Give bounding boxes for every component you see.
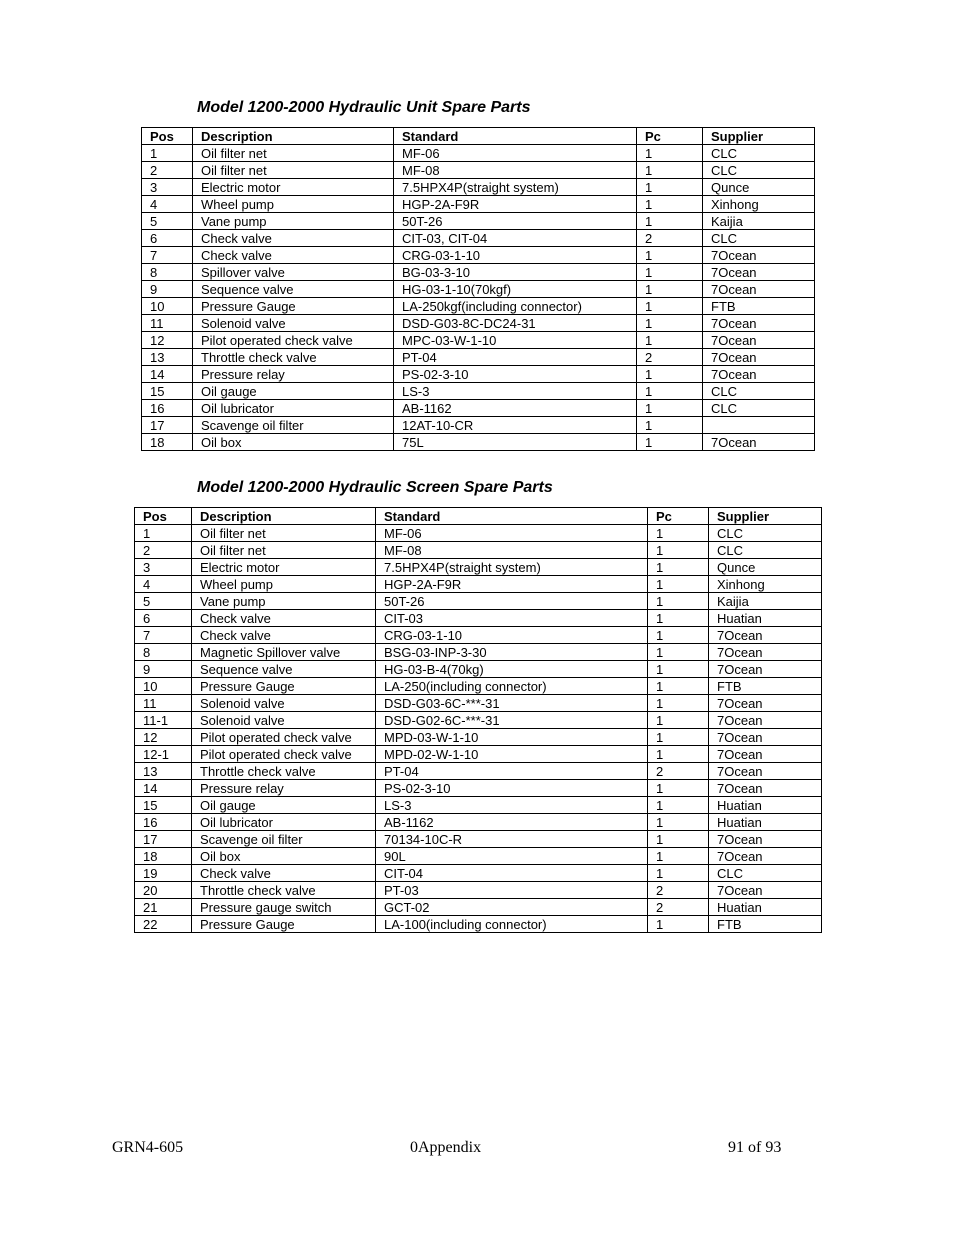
cell-description: Scavenge oil filter — [193, 417, 394, 434]
cell-supplier: Kaijia — [709, 593, 822, 610]
cell-pos: 8 — [135, 644, 192, 661]
cell-description: Pilot operated check valve — [192, 729, 376, 746]
cell-description: Throttle check valve — [192, 763, 376, 780]
cell-description: Wheel pump — [192, 576, 376, 593]
cell-pc: 1 — [648, 627, 709, 644]
cell-pc: 1 — [648, 848, 709, 865]
cell-description: Sequence valve — [193, 281, 394, 298]
cell-standard: LS-3 — [376, 797, 648, 814]
cell-pos: 3 — [142, 179, 193, 196]
table-row — [142, 349, 815, 366]
cell-description: Wheel pump — [193, 196, 394, 213]
cell-description: Vane pump — [192, 593, 376, 610]
table-row — [135, 882, 822, 899]
table-row — [142, 179, 815, 196]
hydraulic-unit-parts-table — [141, 127, 815, 451]
cell-pos: 17 — [142, 417, 193, 434]
cell-pc: 2 — [637, 349, 703, 366]
cell-standard: CRG-03-1-10 — [376, 627, 648, 644]
cell-description: Oil filter net — [192, 525, 376, 542]
cell-standard: 7.5HPX4P(straight system) — [376, 559, 648, 576]
column-header-pos: Pos — [142, 128, 193, 145]
cell-pos: 3 — [135, 559, 192, 576]
footer-page-number: 91 of 93 — [728, 1139, 782, 1156]
table-row — [135, 797, 822, 814]
cell-supplier: Xinhong — [709, 576, 822, 593]
cell-pc: 1 — [648, 661, 709, 678]
cell-pc: 1 — [637, 434, 703, 451]
cell-description: Oil filter net — [192, 542, 376, 559]
cell-description: Electric motor — [193, 179, 394, 196]
cell-supplier: Huatian — [709, 814, 822, 831]
cell-supplier: 7Ocean — [703, 332, 815, 349]
table-row — [142, 332, 815, 349]
cell-pos: 6 — [142, 230, 193, 247]
cell-description: Pilot operated check valve — [192, 746, 376, 763]
cell-description: Oil gauge — [192, 797, 376, 814]
table2-title: Model 1200-2000 Hydraulic Screen Spare Parts — [197, 479, 553, 496]
cell-pos: 11-1 — [135, 712, 192, 729]
table-row — [142, 247, 815, 264]
table-header-row — [135, 508, 822, 525]
cell-pos: 21 — [135, 899, 192, 916]
cell-supplier: Qunce — [703, 179, 815, 196]
cell-description: Solenoid valve — [192, 695, 376, 712]
table-row — [135, 593, 822, 610]
cell-description: Oil box — [193, 434, 394, 451]
table-row — [142, 213, 815, 230]
cell-supplier: Huatian — [709, 610, 822, 627]
cell-standard: HG-03-1-10(70kgf) — [394, 281, 637, 298]
cell-pos: 17 — [135, 831, 192, 848]
table-row — [135, 559, 822, 576]
footer-doc-id: GRN4-605 — [112, 1139, 184, 1156]
cell-pos: 12-1 — [135, 746, 192, 763]
cell-description: Magnetic Spillover valve — [192, 644, 376, 661]
cell-supplier: 7Ocean — [703, 315, 815, 332]
cell-pc: 1 — [648, 559, 709, 576]
cell-pc: 1 — [648, 644, 709, 661]
cell-supplier: 7Ocean — [709, 882, 822, 899]
cell-pos: 14 — [142, 366, 193, 383]
cell-supplier — [703, 417, 815, 434]
cell-supplier: 7Ocean — [703, 434, 815, 451]
cell-standard: MF-06 — [376, 525, 648, 542]
cell-supplier: CLC — [703, 230, 815, 247]
column-header-pc: Pc — [648, 508, 709, 525]
cell-supplier: Xinhong — [703, 196, 815, 213]
table-row — [135, 916, 822, 933]
cell-description: Oil filter net — [193, 145, 394, 162]
cell-pc: 2 — [648, 882, 709, 899]
cell-standard: MPC-03-W-1-10 — [394, 332, 637, 349]
cell-description: Scavenge oil filter — [192, 831, 376, 848]
cell-standard: MF-06 — [394, 145, 637, 162]
cell-pos: 22 — [135, 916, 192, 933]
cell-supplier: 7Ocean — [709, 627, 822, 644]
table-row — [135, 899, 822, 916]
cell-pc: 1 — [648, 525, 709, 542]
table-row — [142, 162, 815, 179]
cell-pos: 16 — [135, 814, 192, 831]
cell-pc: 1 — [637, 162, 703, 179]
cell-description: Pressure relay — [192, 780, 376, 797]
cell-pc: 1 — [637, 400, 703, 417]
cell-pos: 4 — [135, 576, 192, 593]
table-row — [135, 661, 822, 678]
cell-pc: 1 — [648, 542, 709, 559]
cell-standard: HG-03-B-4(70kg) — [376, 661, 648, 678]
cell-pc: 1 — [648, 712, 709, 729]
cell-description: Vane pump — [193, 213, 394, 230]
cell-pos: 13 — [142, 349, 193, 366]
cell-standard: PT-04 — [394, 349, 637, 366]
cell-pos: 1 — [135, 525, 192, 542]
cell-pc: 1 — [637, 332, 703, 349]
cell-standard: CIT-04 — [376, 865, 648, 882]
cell-description: Pressure Gauge — [193, 298, 394, 315]
cell-description: Oil gauge — [193, 383, 394, 400]
cell-description: Oil lubricator — [193, 400, 394, 417]
cell-standard: MF-08 — [376, 542, 648, 559]
cell-supplier: 7Ocean — [709, 831, 822, 848]
cell-standard: 7.5HPX4P(straight system) — [394, 179, 637, 196]
column-header-description: Description — [192, 508, 376, 525]
cell-pos: 2 — [142, 162, 193, 179]
cell-standard: GCT-02 — [376, 899, 648, 916]
cell-standard: 75L — [394, 434, 637, 451]
cell-supplier: CLC — [703, 145, 815, 162]
cell-standard: CIT-03 — [376, 610, 648, 627]
cell-pos: 15 — [135, 797, 192, 814]
table-row — [142, 298, 815, 315]
table-row — [135, 678, 822, 695]
cell-pos: 18 — [135, 848, 192, 865]
table-row — [135, 627, 822, 644]
cell-standard: LA-250(including connector) — [376, 678, 648, 695]
cell-pos: 7 — [135, 627, 192, 644]
cell-standard: DSD-G03-6C-***-31 — [376, 695, 648, 712]
cell-pos: 16 — [142, 400, 193, 417]
column-header-supplier: Supplier — [703, 128, 815, 145]
table-row — [142, 230, 815, 247]
table-row — [135, 712, 822, 729]
table-row — [142, 145, 815, 162]
table-row — [135, 814, 822, 831]
cell-supplier: CLC — [709, 865, 822, 882]
cell-supplier: Huatian — [709, 899, 822, 916]
cell-supplier: CLC — [703, 383, 815, 400]
cell-description: Solenoid valve — [193, 315, 394, 332]
cell-pos: 2 — [135, 542, 192, 559]
cell-supplier: 7Ocean — [703, 366, 815, 383]
cell-supplier: 7Ocean — [709, 712, 822, 729]
cell-standard: PT-04 — [376, 763, 648, 780]
cell-standard: PS-02-3-10 — [376, 780, 648, 797]
cell-standard: BG-03-3-10 — [394, 264, 637, 281]
cell-pos: 10 — [135, 678, 192, 695]
cell-pc: 1 — [648, 865, 709, 882]
table-row — [142, 264, 815, 281]
cell-pc: 1 — [648, 746, 709, 763]
cell-standard: DSD-G03-8C-DC24-31 — [394, 315, 637, 332]
cell-supplier: 7Ocean — [709, 661, 822, 678]
cell-pos: 14 — [135, 780, 192, 797]
cell-pc: 1 — [637, 179, 703, 196]
cell-pc: 1 — [648, 593, 709, 610]
cell-standard: MPD-02-W-1-10 — [376, 746, 648, 763]
cell-description: Check valve — [193, 247, 394, 264]
table-row — [135, 763, 822, 780]
table-row — [135, 644, 822, 661]
cell-pos: 6 — [135, 610, 192, 627]
cell-standard: AB-1162 — [376, 814, 648, 831]
cell-standard: 90L — [376, 848, 648, 865]
cell-standard: MF-08 — [394, 162, 637, 179]
cell-pc: 1 — [637, 298, 703, 315]
cell-pc: 1 — [648, 678, 709, 695]
table-row — [142, 366, 815, 383]
cell-pos: 18 — [142, 434, 193, 451]
cell-supplier: CLC — [709, 525, 822, 542]
table-row — [135, 729, 822, 746]
column-header-pc: Pc — [637, 128, 703, 145]
table-row — [135, 848, 822, 865]
cell-pc: 1 — [648, 695, 709, 712]
cell-pos: 19 — [135, 865, 192, 882]
cell-pos: 10 — [142, 298, 193, 315]
cell-pc: 1 — [637, 281, 703, 298]
table-row — [135, 695, 822, 712]
cell-standard: 70134-10C-R — [376, 831, 648, 848]
cell-description: Pilot operated check valve — [193, 332, 394, 349]
cell-supplier: 7Ocean — [703, 264, 815, 281]
cell-supplier: 7Ocean — [703, 349, 815, 366]
cell-pc: 1 — [648, 831, 709, 848]
cell-pos: 4 — [142, 196, 193, 213]
cell-standard: LS-3 — [394, 383, 637, 400]
cell-supplier: FTB — [709, 916, 822, 933]
cell-supplier: FTB — [703, 298, 815, 315]
table-row — [142, 400, 815, 417]
cell-standard: PT-03 — [376, 882, 648, 899]
cell-pc: 1 — [648, 916, 709, 933]
table-row — [142, 315, 815, 332]
cell-description: Sequence valve — [192, 661, 376, 678]
column-header-supplier: Supplier — [709, 508, 822, 525]
cell-pc: 1 — [637, 145, 703, 162]
hydraulic-screen-parts-table — [134, 507, 822, 933]
cell-standard: HGP-2A-F9R — [376, 576, 648, 593]
cell-pc: 1 — [648, 576, 709, 593]
cell-supplier: 7Ocean — [709, 848, 822, 865]
cell-pc: 2 — [648, 899, 709, 916]
cell-pc: 1 — [648, 729, 709, 746]
cell-pc: 1 — [637, 213, 703, 230]
table-row — [142, 434, 815, 451]
cell-supplier: 7Ocean — [709, 695, 822, 712]
cell-pc: 1 — [648, 780, 709, 797]
cell-standard: 50T-26 — [394, 213, 637, 230]
cell-pc: 1 — [637, 247, 703, 264]
cell-pc: 1 — [637, 383, 703, 400]
cell-pos: 12 — [135, 729, 192, 746]
cell-supplier: 7Ocean — [709, 729, 822, 746]
cell-description: Oil box — [192, 848, 376, 865]
cell-description: Solenoid valve — [192, 712, 376, 729]
cell-description: Throttle check valve — [193, 349, 394, 366]
cell-standard: LA-100(including connector) — [376, 916, 648, 933]
cell-supplier: 7Ocean — [709, 780, 822, 797]
cell-supplier: 7Ocean — [709, 644, 822, 661]
cell-description: Electric motor — [192, 559, 376, 576]
column-header-pos: Pos — [135, 508, 192, 525]
cell-pos: 9 — [142, 281, 193, 298]
cell-pc: 1 — [648, 797, 709, 814]
cell-description: Check valve — [192, 610, 376, 627]
cell-description: Spillover valve — [193, 264, 394, 281]
cell-pos: 11 — [135, 695, 192, 712]
cell-pos: 15 — [142, 383, 193, 400]
cell-supplier: Huatian — [709, 797, 822, 814]
cell-pc: 1 — [637, 196, 703, 213]
table-row — [142, 383, 815, 400]
cell-pos: 7 — [142, 247, 193, 264]
cell-standard: CIT-03, CIT-04 — [394, 230, 637, 247]
table-row — [142, 196, 815, 213]
table-row — [135, 746, 822, 763]
table-row — [135, 865, 822, 882]
cell-supplier: 7Ocean — [709, 763, 822, 780]
cell-pc: 1 — [648, 610, 709, 627]
column-header-standard: Standard — [394, 128, 637, 145]
cell-description: Pressure relay — [193, 366, 394, 383]
cell-standard: HGP-2A-F9R — [394, 196, 637, 213]
table-row — [142, 417, 815, 434]
cell-pos: 1 — [142, 145, 193, 162]
table-row — [135, 610, 822, 627]
cell-standard: BSG-03-INP-3-30 — [376, 644, 648, 661]
table-row — [135, 780, 822, 797]
cell-standard: 12AT-10-CR — [394, 417, 637, 434]
cell-supplier: Qunce — [709, 559, 822, 576]
cell-standard: DSD-G02-6C-***-31 — [376, 712, 648, 729]
footer-section: 0Appendix — [410, 1139, 482, 1156]
cell-description: Pressure Gauge — [192, 678, 376, 695]
cell-description: Check valve — [192, 865, 376, 882]
cell-standard: CRG-03-1-10 — [394, 247, 637, 264]
cell-description: Oil lubricator — [192, 814, 376, 831]
cell-pc: 2 — [637, 230, 703, 247]
table-row — [142, 281, 815, 298]
table1-title: Model 1200-2000 Hydraulic Unit Spare Parts — [197, 99, 531, 116]
cell-pos: 5 — [135, 593, 192, 610]
cell-supplier: CLC — [709, 542, 822, 559]
cell-pos: 5 — [142, 213, 193, 230]
cell-standard: AB-1162 — [394, 400, 637, 417]
table-header-row — [142, 128, 815, 145]
cell-pos: 11 — [142, 315, 193, 332]
cell-pc: 2 — [648, 763, 709, 780]
cell-description: Check valve — [193, 230, 394, 247]
table-row — [135, 576, 822, 593]
cell-pos: 12 — [142, 332, 193, 349]
cell-supplier: 7Ocean — [703, 247, 815, 264]
cell-standard: PS-02-3-10 — [394, 366, 637, 383]
cell-pc: 1 — [637, 417, 703, 434]
cell-supplier: 7Ocean — [709, 746, 822, 763]
cell-pos: 9 — [135, 661, 192, 678]
cell-supplier: CLC — [703, 400, 815, 417]
cell-description: Check valve — [192, 627, 376, 644]
cell-supplier: 7Ocean — [703, 281, 815, 298]
cell-pc: 1 — [648, 814, 709, 831]
cell-pos: 13 — [135, 763, 192, 780]
cell-description: Pressure Gauge — [192, 916, 376, 933]
column-header-standard: Standard — [376, 508, 648, 525]
cell-supplier: FTB — [709, 678, 822, 695]
cell-pos: 20 — [135, 882, 192, 899]
cell-description: Throttle check valve — [192, 882, 376, 899]
cell-supplier: CLC — [703, 162, 815, 179]
cell-pc: 1 — [637, 315, 703, 332]
cell-standard: LA-250kgf(including connector) — [394, 298, 637, 315]
cell-description: Pressure gauge switch — [192, 899, 376, 916]
cell-description: Oil filter net — [193, 162, 394, 179]
table-row — [135, 525, 822, 542]
cell-pc: 1 — [637, 366, 703, 383]
table-row — [135, 542, 822, 559]
table-row — [135, 831, 822, 848]
column-header-description: Description — [193, 128, 394, 145]
cell-standard: 50T-26 — [376, 593, 648, 610]
cell-pc: 1 — [637, 264, 703, 281]
cell-pos: 8 — [142, 264, 193, 281]
cell-standard: MPD-03-W-1-10 — [376, 729, 648, 746]
cell-supplier: Kaijia — [703, 213, 815, 230]
